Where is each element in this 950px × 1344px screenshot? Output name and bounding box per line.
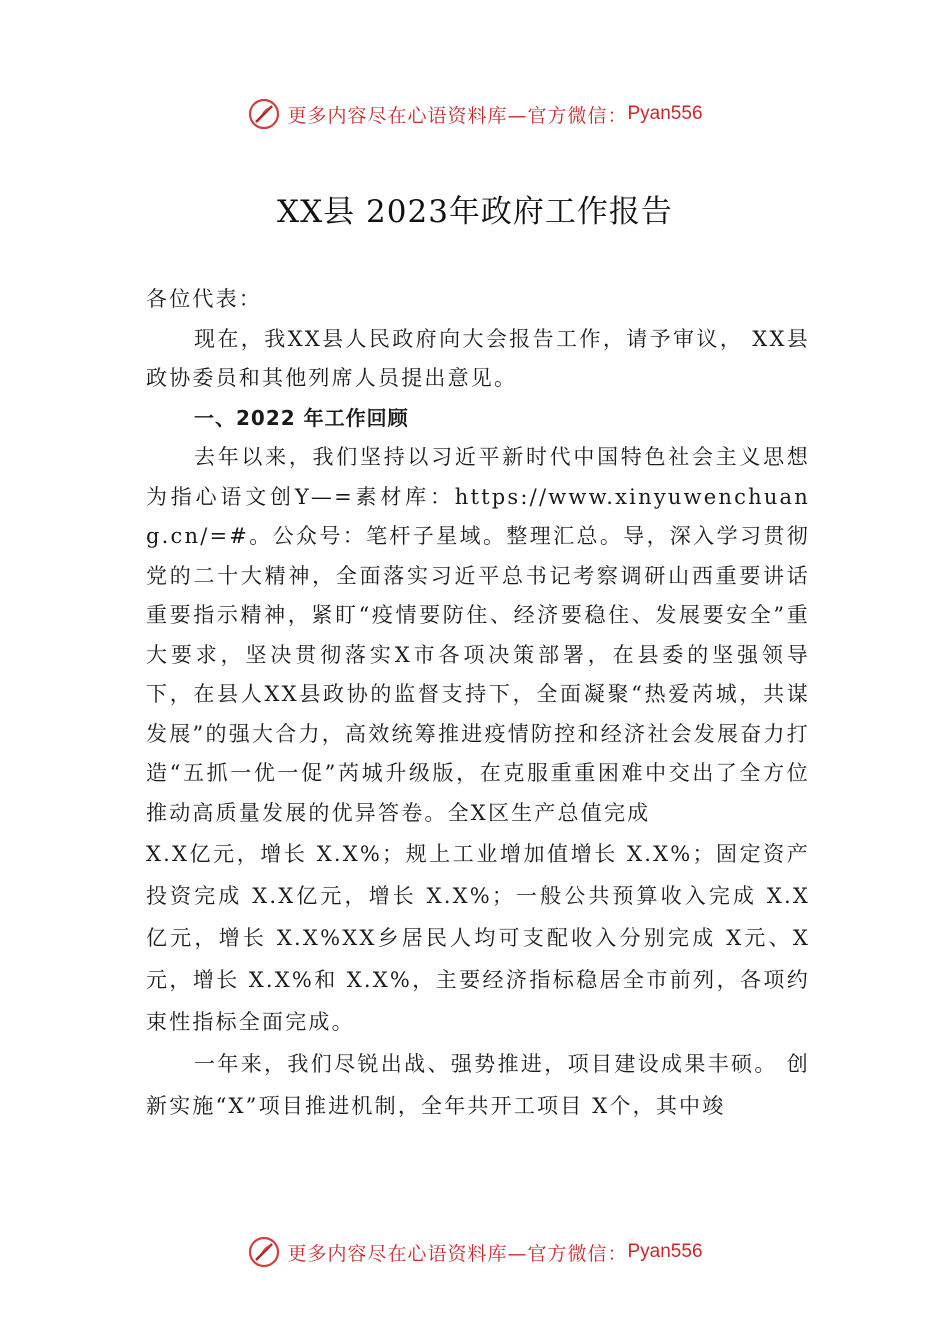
paragraph-projects: 一年来，我们尽锐出战、强势推进，项目建设成果丰硕。 创新实施“X”项目推进机制，全年共开工项目 X个，其中竣	[146, 1052, 810, 1118]
document-body	[146, 280, 810, 1127]
watermark-text: 更多内容尽在心语资料库—官方微信：	[287, 104, 628, 127]
document-title: XX县 2023年政府工作报告	[277, 194, 673, 230]
watermark-header	[0, 94, 950, 134]
watermark-text: 更多内容尽在心语资料库—官方微信：	[287, 1242, 628, 1265]
paragraph-indicators: X.X亿元，增长 X.X%；规上工业增加值增长 X.X%；固定资产投资完成 X.X亿元，增长 X.X%；一般公共预算收入完成 X.X亿元，增长 X.X%XX乡居民人均可支配收入分别完成 X元、X元，增长 X.X%和 X.X%，主要经济指标稳居全市前列，各项约束性指标全面完成。	[146, 842, 810, 1034]
salutation: 各位代表：	[146, 287, 262, 311]
watermark-footer	[0, 1232, 950, 1272]
quill-logo-icon	[247, 97, 281, 131]
section-heading: 一、2022 年工作回顾	[194, 405, 409, 430]
watermark-code: Pyan556	[627, 1241, 703, 1262]
paragraph-intro: 现在，我XX县人民政府向大会报告工作，请予审议， XX县政协委员和其他列席人员提出意见。	[146, 326, 810, 390]
quill-logo-icon	[247, 1235, 281, 1269]
watermark-code: Pyan556	[627, 103, 703, 124]
paragraph-review: 去年以来，我们坚持以习近平新时代中国特色社会主义思想为指心语文创Y—=素材库：https://www.xinyuwenchuang.cn/=#。公众号：笔杆子星域。整理汇总。导，深入学习贯彻党的二十大精神，全面落实习近平总书记考察调研山西重要讲话重要指示精神，紧盯“疫情要防住、经济要稳住、发展要安全”重大要求，坚决贯彻落实X市各项决策部署，在县委的坚强领导下，在县人XX县政协的监督支持下，全面凝聚“热爱芮城，共谋发展”的强大合力，高效统筹推进疫情防控和经济社会发展奋力打造“五抓一优一促”芮城升级版，在克服重重困难中交出了全方位推动高质量发展的优异答卷。全X区生产总值完成	[146, 445, 810, 825]
